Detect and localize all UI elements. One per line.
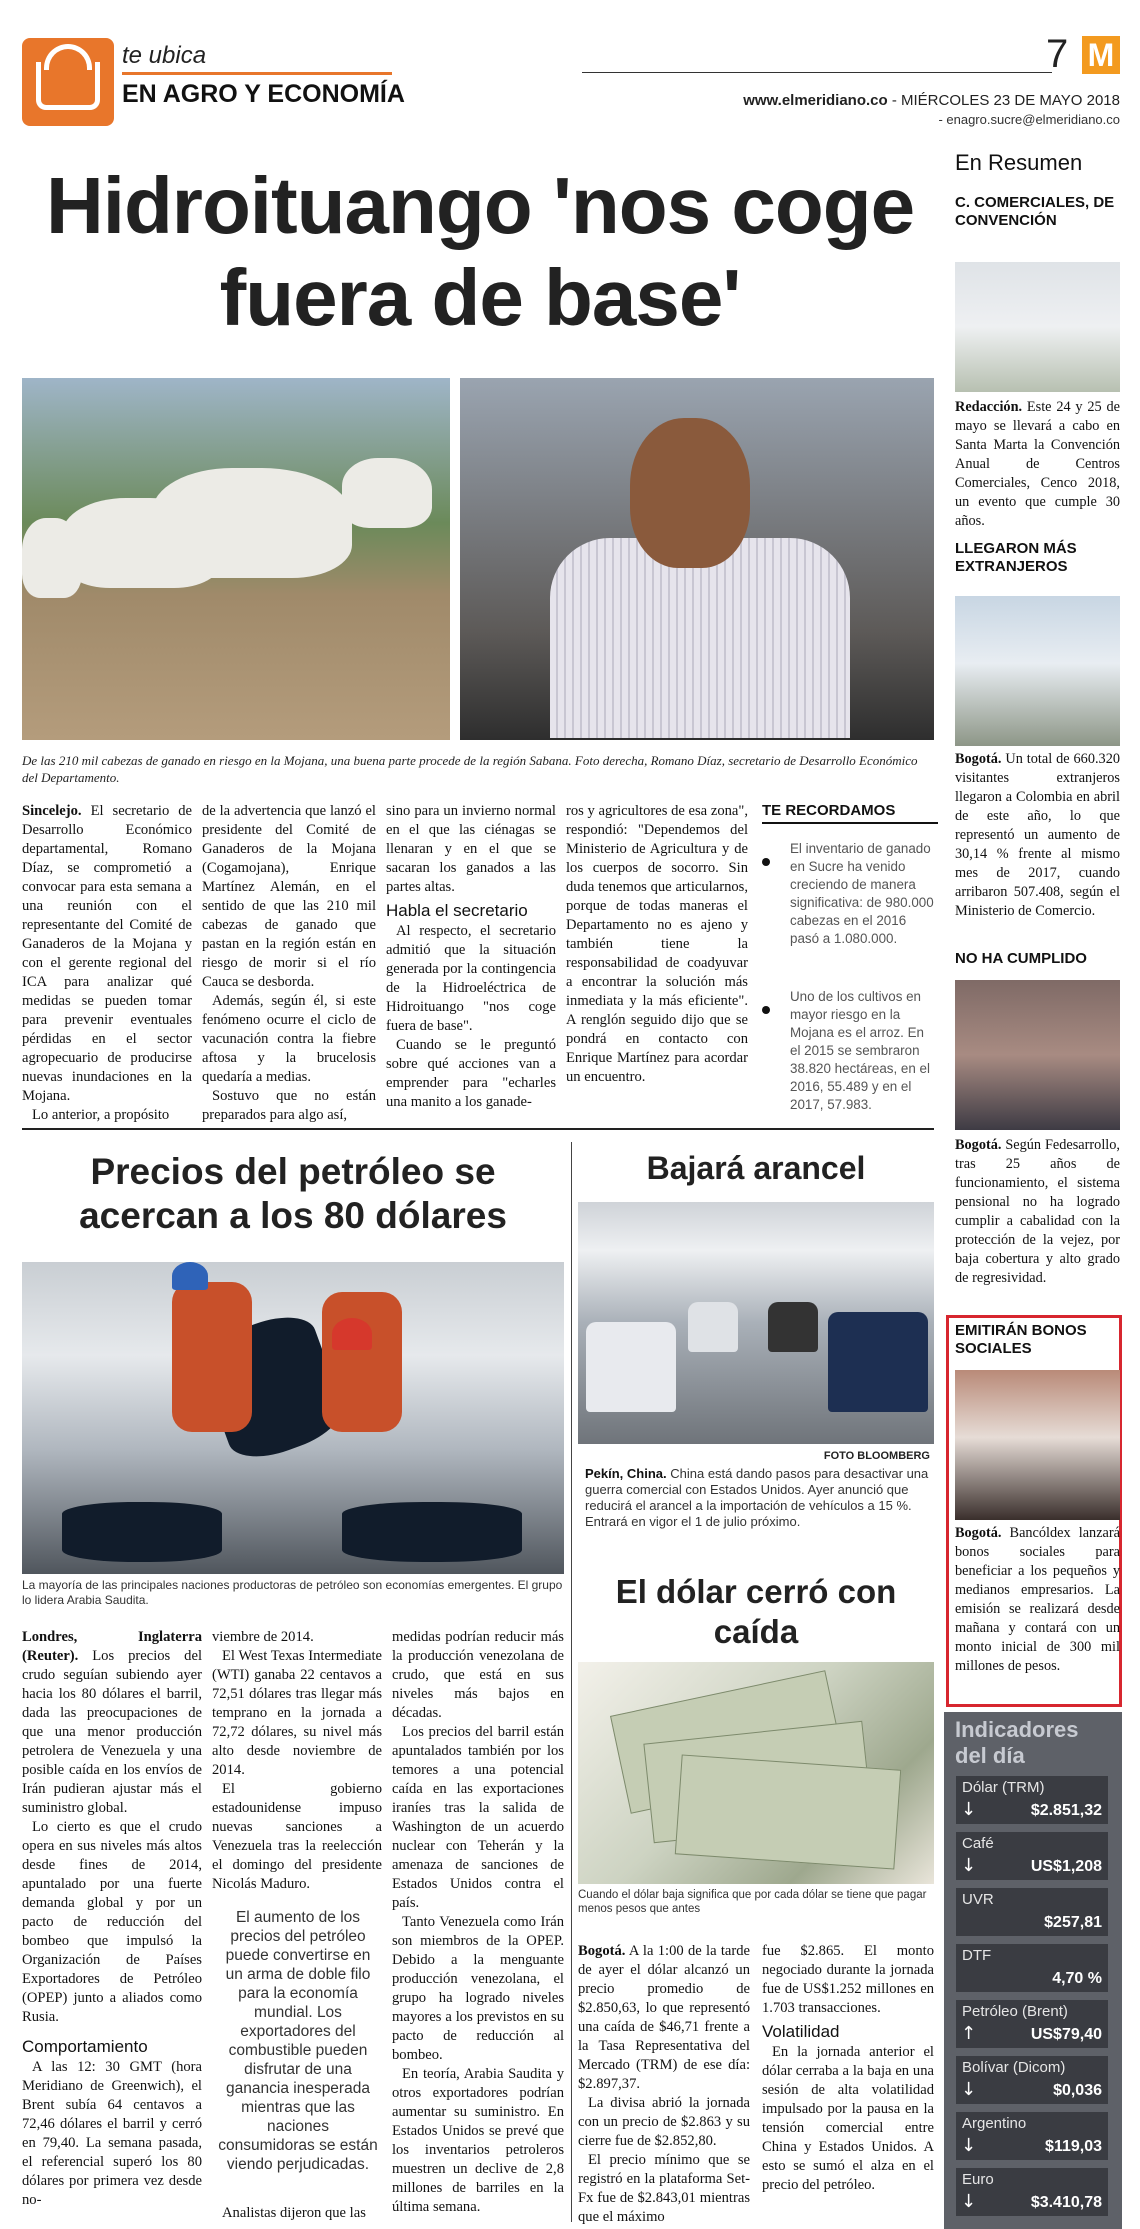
indicator-name: Café [962, 1835, 994, 1852]
website-link[interactable]: www.elmeridiano.co [743, 92, 888, 109]
car-shape [688, 1302, 738, 1352]
indicator-euro [956, 2168, 1108, 2216]
indicator-value: $2.851,32 [1030, 1802, 1102, 1819]
paragraph: A la 1:00 de la tarde de ayer el dólar alcanzó un precio promedio de $2.850,63, lo que representó una caída de $46,71 frente a la Tasa Representativa del Mercado (TRM) de ese día: $2.897,37. [578, 1943, 750, 2092]
banknote-shape [675, 1754, 901, 1869]
bullet-icon [762, 858, 770, 866]
money-caption: Cuando el dólar baja significa que por cada dólar se tiene que pagar menos pesos que antes [578, 1889, 927, 1915]
paragraph: Además, según él, si este fenómeno ocurre el ciclo de vacunación contra la fiebre aftosa y la brucelosis quedaría a medias. [202, 993, 376, 1085]
indicator-dolar [956, 1776, 1108, 1824]
indicator-value: $257,81 [1044, 1914, 1102, 1931]
brief-heading: C. COMERCIALES, DE CONVENCIÓN [955, 194, 1115, 229]
brief-heading: LLEGARON MÁS EXTRANJEROS [955, 540, 1077, 575]
indicators-title: Indicadores del día [955, 1717, 1079, 1768]
paragraph: Cuando se le preguntó sobre qué acciones van a emprender para "echarles una manito a los ganade- [386, 1037, 556, 1110]
indicator-name: DTF [962, 1947, 992, 1964]
head-shape [630, 418, 750, 568]
paragraph: Bancóldex lanzará bonos sociales para beneficiar a los pequeños y medianos empresarios. La emisión se realizará desde mañana y contará con un monto inicial de 300 mil millones de pesos. [955, 1525, 1120, 1674]
cow-shape [342, 458, 432, 528]
dateline-lead: Londres, Inglaterra (Reuter). [22, 1629, 202, 1664]
sidebar-title: En Resumen [955, 150, 1083, 175]
indicator-name: Euro [962, 2171, 994, 2188]
dateline-lead: Sincelejo. [22, 803, 82, 819]
indicator-cafe [956, 1832, 1108, 1880]
paragraph: Al respecto, el secretario admitió que la situación generada por la contingencia de la Hidroeléctrica de Hidroituango "nos coge fuera de base". [386, 923, 556, 1034]
indicator-value: US$79,40 [1030, 2026, 1102, 2043]
paragraph: Los precios del barril están apuntalados también por los temores a una potencial caída en las exportaciones iraníes tras la salida de Washington de un acuerdo nuclear con Teherán y la amenaza de sanciones de Estados Unidos contra el país. [392, 1724, 564, 1911]
paragraph: En la jornada anterior el dólar cerraba a la baja en una sesión de alta volatilidad impulsado por la pausa en la tensión comercial entre China y Estados Unidos. A esto se sumó el alza en el precio del petróleo. [762, 2044, 934, 2193]
portrait-photo [460, 378, 934, 740]
brief-text [955, 398, 1120, 531]
car-shape [586, 1322, 676, 1412]
paragraph: sino para un invierno normal en el que las ciénagas se llenaran y en el que se sacaran los ganados a las partes altas. [386, 803, 556, 895]
date: - MIÉRCOLES 23 DE MAYO 2018 [887, 92, 1120, 109]
indicator-value: $119,03 [1045, 2138, 1102, 2155]
shirt-shape [550, 538, 850, 738]
arrow-down-icon: ↓ [961, 2191, 977, 2212]
indicator-name: Petróleo (Brent) [962, 2003, 1068, 2020]
divider [571, 1142, 572, 2222]
photo-credit: FOTO BLOOMBERG [823, 1450, 930, 1462]
bullet-icon [762, 1006, 770, 1014]
indicator-dtf [956, 1944, 1108, 1992]
brief-photo [955, 596, 1120, 746]
indicator-name: Bolívar (Dicom) [962, 2059, 1066, 2076]
indicator-petroleo [956, 2000, 1108, 2048]
dateline-lead: Redacción. [955, 399, 1023, 415]
indicator-name: Dólar (TRM) [962, 1779, 1045, 1796]
paragraph: Tanto Venezuela como Irán son miembros de la OPEP. Debido a la menguante producción venezolana, el grupo ha logrado niveles mayores a los previstos en su pacto de reducción al bombeo. [392, 1914, 564, 2063]
arrow-down-icon: ↓ [961, 1855, 977, 1876]
brief-photo [955, 980, 1120, 1130]
recordamos-title: TE RECORDAMOS [762, 802, 938, 824]
paragraph: viembre de 2014. [212, 1629, 314, 1645]
cars-caption [585, 1466, 930, 1530]
dateline-lead: Bogotá. [955, 1525, 1002, 1541]
recordamos-item: Uno de los cultivos en mayor riesgo en la Mojana es el arroz. En el 2015 se sembraron 38.820 hectáreas, en el 2016, 55.489 y en el 2017, 57.983. [790, 989, 930, 1112]
petroleo-headline: Precios del petróleo se acercan a los 80 dólares [79, 1151, 507, 1236]
divider [22, 1128, 934, 1130]
paragraph: Sostuvo que no están preparados para algo así, [202, 1088, 376, 1123]
caption-text: China está dando pasos para desactivar una guerra comercial con Estados Unidos. Ayer anunció que reducirá el arancel a la importación de vehículos a 15 %. Entrará en vigor el 1 de julio próximo. [585, 1466, 929, 1529]
paragraph: Un total de 660.320 visitantes extranjeros llegaron a Colombia en abril de este año, lo que representó un aumento de 30,14 % frente al mismo mes de 2017, cuando arribaron 507.408, según el Ministerio de Comercio. [955, 751, 1120, 919]
paragraph: A las 12: 30 GMT (hora Meridiano de Greenwich), el Brent subía 64 centavos a 72,46 dólares el barril y cerró en 79,40. La semana pasada, el referencial superó los 80 dólares por primera vez desde no- [22, 2059, 202, 2208]
arancel-headline: Bajará arancel [646, 1150, 866, 1186]
indicator-argentino [956, 2112, 1108, 2160]
dolar-column-2 [762, 1942, 934, 2195]
indicator-value: $0,036 [1053, 2082, 1102, 2099]
photo-caption: De las 210 mil cabezas de ganado en riesgo en la Mojana, una buena parte procede de la región Sabana. Foto derecha, Romano Díaz, secretario de Desarrollo Económico del Departamento. [22, 753, 918, 785]
paragraph: medidas podrían reducir más la producción venezolana de crudo, que está en sus niveles más bajos en décadas. [392, 1629, 564, 1721]
recordamos-item: El inventario de ganado en Sucre ha venido creciendo de manera significativa: de 980.000 cabezas en el 2016 pasó a 1.080.000. [790, 841, 934, 946]
subheading: Comportamiento [22, 2037, 148, 2056]
dateline-lead: Bogotá. [578, 1943, 626, 1959]
indicator-value: US$1,208 [1030, 1858, 1102, 1875]
paragraph: fue $2.865. El monto negociado durante la jornada fue de US$1.252 millones en 1.703 transacciones. [762, 1943, 934, 2016]
cattle-photo [22, 378, 450, 740]
oil-photo [22, 1262, 564, 1574]
paragraph: Analistas dijeron que las [222, 2205, 366, 2221]
paragraph: ros y agricultores de esa zona", respondió: "Dependemos del Ministerio de Agricultura y de los cuerpos de socorro. Sin duda tenemos que articularnos, porque de todas maneras el Departamento no es ajeno y también tiene la responsabilidad de coadyuvar a encontrar la solución más inmediata y la más eficiente". A renglón seguido dijo que se pondrá en contacto con Enrique Martínez para acordar un encuentro. [566, 803, 748, 1085]
car-shape [828, 1312, 928, 1412]
cars-photo [578, 1202, 934, 1444]
article-column-3 [386, 802, 556, 1112]
brief-text [955, 750, 1120, 921]
cow-shape [22, 518, 82, 598]
email[interactable]: - enagro.sucre@elmeridiano.co [938, 112, 1120, 127]
arrow-up-icon: ↑ [961, 2023, 977, 2044]
pull-quote: El aumento de los precios del petróleo puede convertirse en un arma de doble filo para la economía mundial. Los exportadores del combustible pueden disfrutar de una ganancia inesperada mientras que las naciones consumidoras se están viendo perjudicadas. [218, 1909, 378, 2173]
brief-heading: NO HA CUMPLIDO [955, 950, 1087, 967]
cow-shape [152, 468, 352, 578]
worker-shape [322, 1292, 402, 1432]
indicator-value: $3.410,78 [1030, 2194, 1102, 2211]
divider [122, 72, 392, 75]
brief-text [955, 1524, 1120, 1676]
indicator-name: Argentino [962, 2115, 1027, 2132]
petroleo-column-2-end [212, 2204, 382, 2223]
paragraph: Según Fedesarrollo, tras 25 años de funcionamiento, el sistema pensional no ha logrado cumplir a cabalidad con la protección de la vejez, por baja cobertura y alto grado de regresividad. [955, 1137, 1120, 1286]
arrow-down-icon: ↓ [961, 2079, 977, 2100]
article-column-2 [202, 802, 376, 1125]
dolar-headline: El dólar cerró con caída [615, 1573, 897, 1650]
helmet-shape [332, 1318, 372, 1350]
petroleo-column-3 [392, 1628, 564, 2217]
section-kicker: te ubica [122, 42, 207, 69]
indicator-bolivar [956, 2056, 1108, 2104]
paragraph: El gobierno estadounidense impuso nuevas sanciones a Venezuela tras la reelección el domingo del presidente Nicolás Maduro. [212, 1781, 382, 1892]
paragraph: En teoría, Arabia Saudita y otros exportadores podrían aumentar su suministro. En Estados Unidos se prevé que los inventarios petroleros muestren un declive de 2,8 millones de barriles en la última semana. [392, 2066, 564, 2215]
brief-heading: EMITIRÁN BONOS SOCIALES [955, 1322, 1087, 1357]
oil-photo-caption: La mayoría de las principales naciones productoras de petróleo son economías emergentes. El grupo lo lidera Arabia Saudita. [22, 1578, 563, 1607]
petroleo-column-1 [22, 1628, 202, 2210]
brand-logo: M [1082, 36, 1120, 74]
brief-photo [955, 262, 1120, 392]
article-column-4 [566, 802, 748, 1087]
petroleo-column-2 [212, 1628, 382, 1894]
paragraph: La divisa abrió la jornada con un precio de $2.863 y su cierre fue de $2.852,80. [578, 2095, 750, 2149]
dolar-column-1 [578, 1942, 750, 2227]
paragraph: El West Texas Intermediate (WTI) ganaba 22 centavos a 72,51 dólares tras llegar más temprano en la jornada a 72,72 dólares, su nivel más alto desde noviembre de 2014. [212, 1648, 382, 1778]
main-headline: Hidroituango 'nos coge fuera de base' [45, 161, 915, 342]
brief-photo [955, 1370, 1120, 1520]
barrel-shape [342, 1502, 522, 1562]
indicator-value: 4,70 % [1052, 1970, 1102, 1987]
paragraph: Los precios del crudo seguían subiendo ayer hacia los 80 dólares el barril, dada las preocupaciones de que una menor producción petrolera de Venezuela y una posible caída en los envíos de Irán pudieran ajustar más el suministro global. [22, 1648, 202, 1816]
barrel-shape [62, 1502, 222, 1562]
worker-shape [172, 1282, 252, 1432]
subheading: Habla el secretario [386, 901, 528, 920]
article-column-1 [22, 802, 192, 1125]
money-photo [578, 1662, 934, 1884]
indicator-name: UVR [962, 1891, 994, 1908]
subheading: Volatilidad [762, 2022, 840, 2041]
arrow-down-icon: ↓ [961, 2135, 977, 2156]
dateline-lead: Bogotá. [955, 1137, 1002, 1153]
dateline-lead: Pekín, China. [585, 1466, 667, 1481]
paragraph: Lo cierto es que el crudo opera en sus niveles más altos desde fines de 2014, apuntalado por una fuerte demanda global y por un pacto de reducción del bombeo que impulsó la Organización de Países Exportadores de Petróleo (OPEP) junto a aliados como Rusia. [22, 1819, 202, 2025]
page-number: 7 [1046, 32, 1069, 76]
indicator-uvr [956, 1888, 1108, 1936]
brief-text [955, 1136, 1120, 1288]
paragraph: de la advertencia que lanzó el presidente del Comité de Ganaderos de la Mojana (Cogamojana), Enrique Martínez Alemán, en el sentido de que las 210 mil cabezas de ganado que pastan en la región están en riesgo de morir si el río Cauca se desborda. [202, 803, 376, 990]
arrow-down-icon: ↓ [961, 1799, 977, 1820]
dateline [700, 92, 1120, 109]
car-shape [768, 1302, 818, 1352]
divider [582, 72, 1052, 73]
paragraph: Lo anterior, a propósito [32, 1107, 170, 1123]
basket-icon-body [36, 62, 100, 110]
paragraph: El precio mínimo que se registró en la plataforma Set-Fx fue de $2.843,01 mientras que el máximo [578, 2152, 750, 2225]
paragraph: Este 24 y 25 de mayo se llevará a cabo en Santa Marta la Convención Anual de Centros Comerciales, Cenco 2018, un evento que cumple 30 años. [955, 399, 1120, 529]
section-title: EN AGRO Y ECONOMÍA [122, 80, 405, 108]
dateline-lead: Bogotá. [955, 751, 1002, 767]
helmet-shape [172, 1262, 208, 1290]
paragraph: El secretario de Desarrollo Económico departamental, Romano Díaz, se comprometió a convocar para esta semana a una reunión con el representante del Comité de Ganaderos de la Mojana y con el gerente regional del ICA para analizar qué medidas se pueden tomar para prevenir eventuales pérdidas en el sector agropecuario de producirse nuevas inundaciones en la Mojana. [22, 803, 192, 1104]
